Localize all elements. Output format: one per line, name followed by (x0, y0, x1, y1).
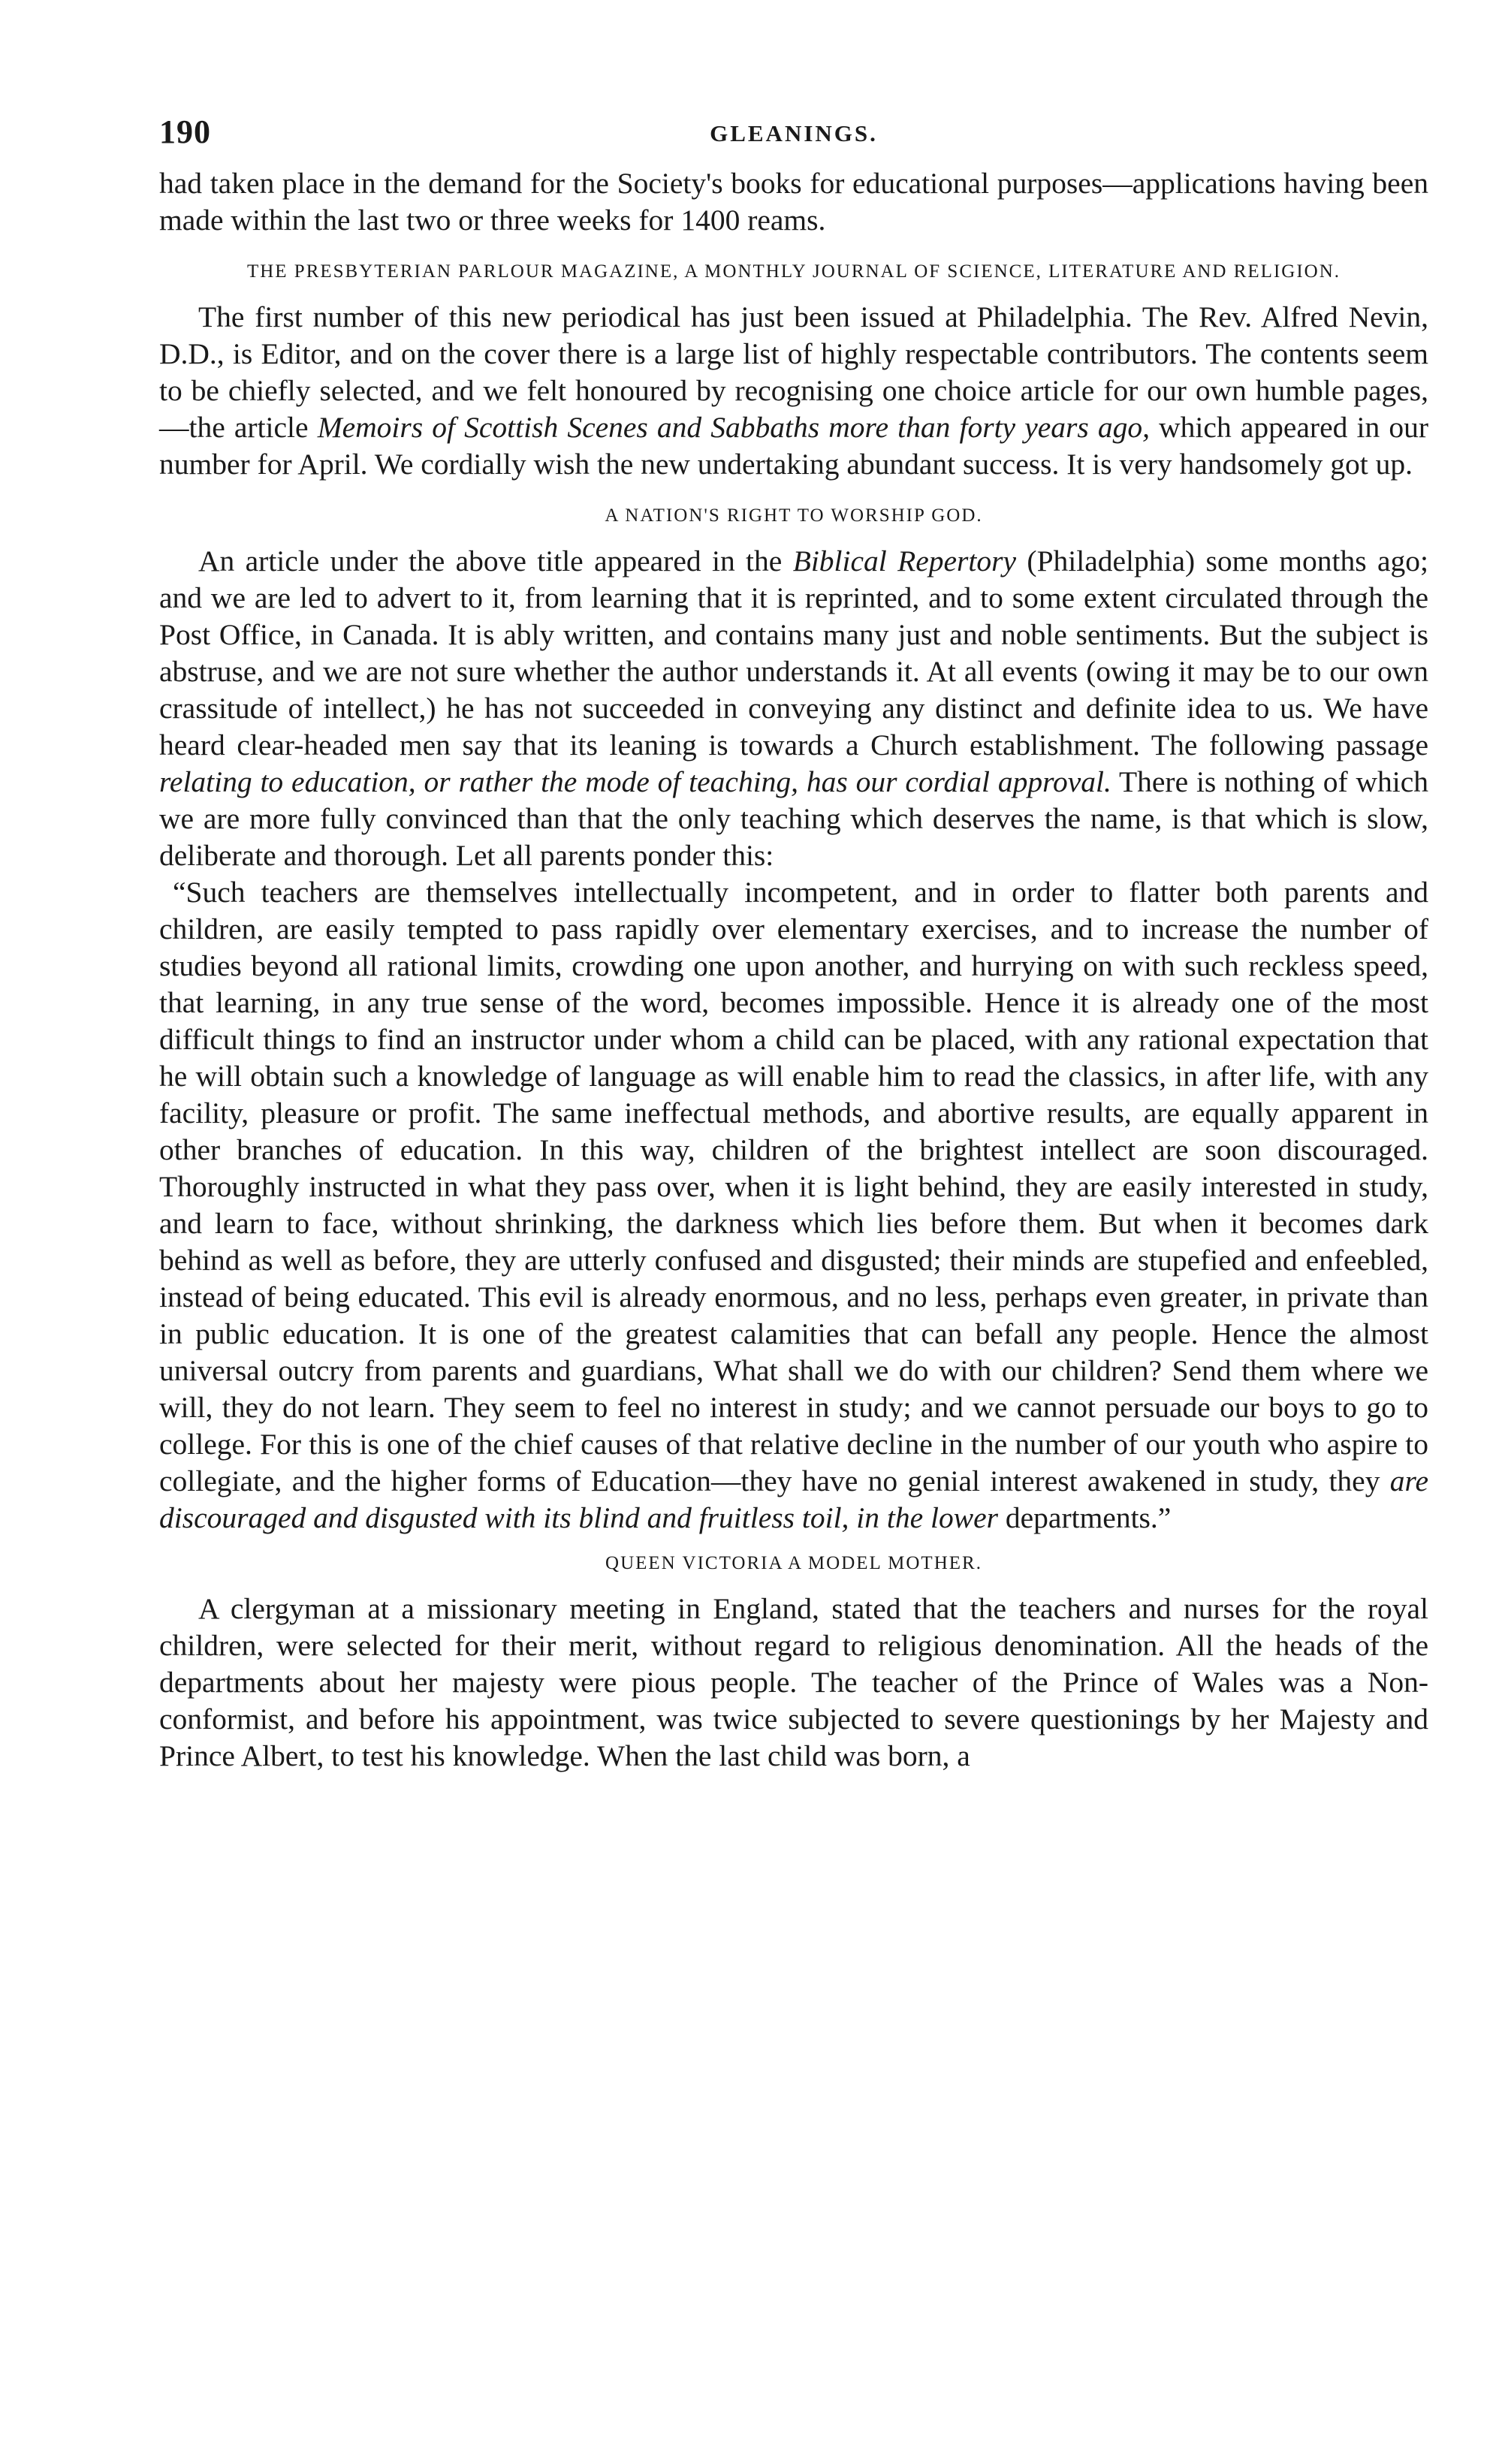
quotation-text-a: “Such teachers are themselves intellectually incompetent, and in order to flatter both parents and children, are easily tempted to pass rapidly over elementary exercises, and to increase the number of studies beyond all rational limits, crowding one upon another, and hurrying on with such reckless speed, that learning, in any true sense of the word, becomes impossible. Hence it is already one of the most difficult things to find an instructor under whom a child can be placed, with any rational expectation that he will obtain such a knowledge of language as will enable him to read the classics, in after life, with any facility, pleasure or profit. The same ineffectual methods, and abortive results, are equally apparent in other branches of education. In this way, children of the brightest intellect are soon discouraged. Thoroughly instructed in what they pass over, when it is light behind, they are easily interested in study, and learn to face, without shrinking, the darkness which lies before them. But when it becomes dark behind as well as before, they are utterly confused and disgusted; their minds are stupefied and enfeebled, instead of being educated. This evil is already enormous, and no less, perhaps even greater, in private than in public education. It is one of the greatest calamities that can befall any people. Hence the almost universal outcry from parents and guardians, What shall we do with our children? Send them where we will, they do not learn. They seem to feel no interest in study; and we cannot persuade our boys to go to college. For this is one of the chief causes of that relative decline in the number of our youth who aspire to collegiate, and the higher forms of Education—they have no genial interest awakened in study, they (159, 876, 1428, 1497)
quotation-text-b: departments.” (998, 1501, 1172, 1534)
nations-right-paragraph (159, 543, 1428, 874)
section-heading-nations-right: A NATION'S RIGHT TO WORSHIP GOD. (605, 505, 983, 526)
intro-paragraph: had taken place in the demand for the Society's books for educational purposes—applications having been made within the last two or three weeks for 1400 reams. (159, 167, 1428, 237)
parlour-magazine-paragraph (159, 299, 1428, 483)
parlour-text-b: which appeared in our number for April. We cordially wish the new undertaking abundant success. It is very handsomely got up. (159, 411, 1428, 481)
document-page (159, 113, 1428, 1775)
parlour-article-title: Memoirs of Scottish Scenes and Sabbaths more than forty years ago, (317, 411, 1151, 444)
parlour-text-a: The first number of this new periodical has just been issued at Philadelphia. The Rev. Alfred Nevin, D.D., is Editor, and on the cover there is a large list of highly respectable contributors. The contents seem to be chiefly selected, and we felt honoured by recognising one choice article for our own humble pages,—the article (159, 300, 1428, 444)
nations-italic-passage: relating to education, or rather the mode of teaching, has our cordial approval. (159, 765, 1111, 798)
quotation-italic: are discouraged and disgusted with its blind and fruitless toil, in the lower (159, 1464, 1428, 1534)
page-number: 190 (159, 113, 211, 150)
nations-text-c: There is nothing of which we are more fully convinced than that the only teaching which deserves the name, is that which is slow, deliberate and thorough. Let all parents ponder this: (159, 765, 1428, 872)
quotation-paragraph (159, 874, 1428, 1537)
nations-text-a: An article under the above title appeared in the (198, 544, 793, 578)
nations-text-b: (Philadelphia) some months ago; and we are led to advert to it, from learning that it is reprinted, and to some extent circulated through the Post Office, in Canada. It is ably written, and contains many just and noble sentiments. But the subject is abstruse, and we are not sure whether the author understands it. At all events (owing it may be to our own crassitude of intellect,) he has not succeeded in conveying any distinct and definite idea to us. We have heard clear-headed men say that its leaning is towards a Church establishment. The following passage (159, 544, 1428, 762)
biblical-repertory-title: Biblical Repertory (792, 544, 1017, 578)
section-heading-parlour-magazine: THE PRESBYTERIAN PARLOUR MAGAZINE, A MONTHLY JOURNAL OF SCIENCE, LITERATURE AND RELIGION. (246, 261, 1341, 282)
section-heading-queen-victoria: QUEEN VICTORIA A MODEL MOTHER. (605, 1553, 982, 1573)
queen-victoria-paragraph: A clergyman at a missionary meeting in England, stated that the teachers and nurses for the royal children, were selected for their merit, without regard to religious denomination. All the heads of the departments about her majesty were pious people. The teacher of the Prince of Wales was a Non-conformist, and before his appointment, was twice subjected to severe questionings by her Majesty and Prince Albert, to test his knowledge. When the last child was born, a (159, 1592, 1428, 1772)
running-head (159, 113, 1428, 165)
running-title: GLEANINGS. (710, 120, 878, 146)
